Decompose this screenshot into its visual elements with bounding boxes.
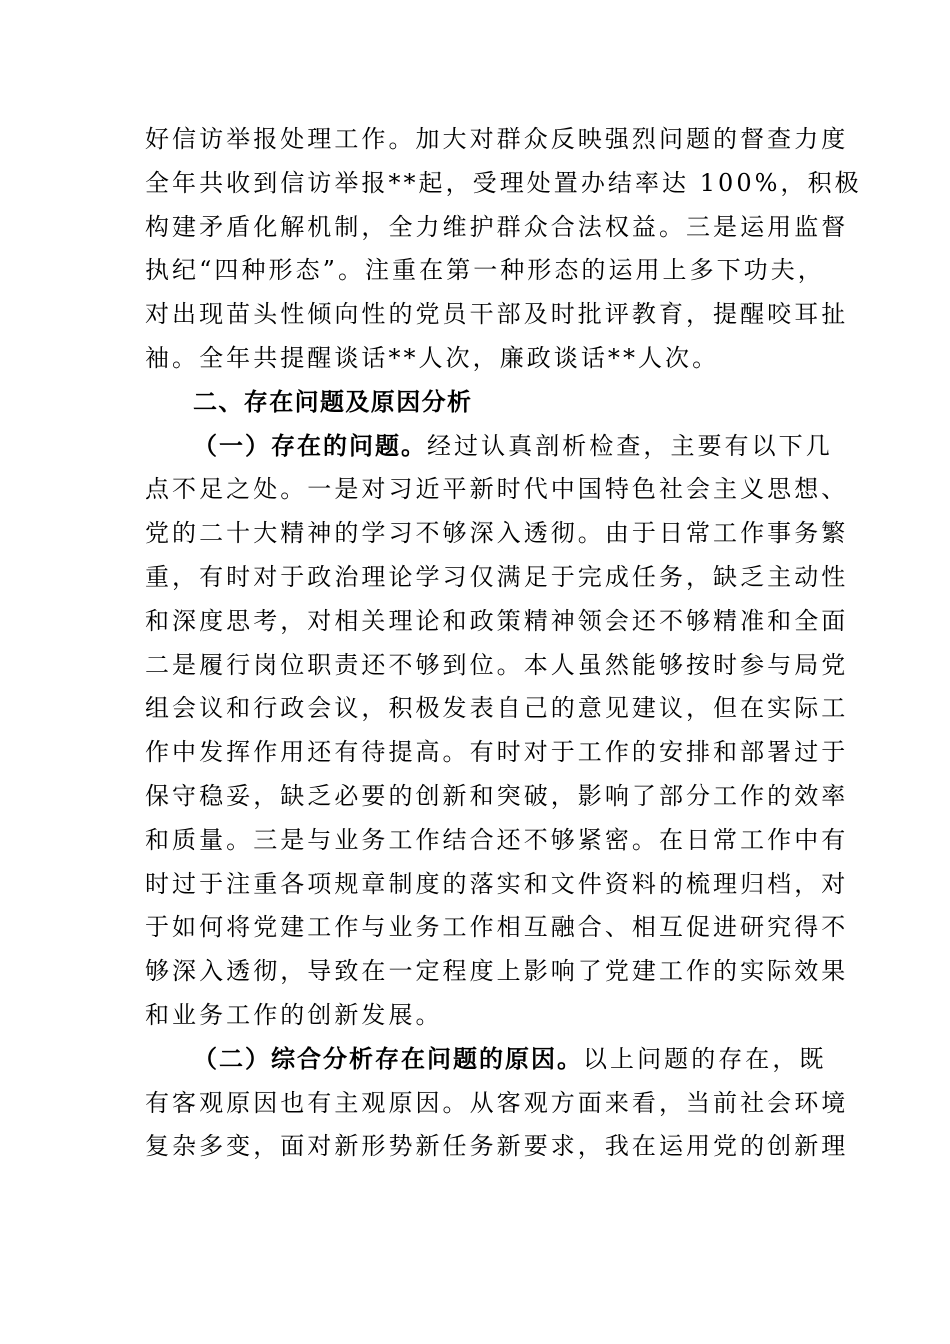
text-line: 点不足之处。一是对习近平新时代中国特色社会主义思想、 [145, 475, 849, 504]
text-line: 有客观原因也有主观原因。从客观方面来看，当前社会环境 [145, 1088, 849, 1117]
section-heading: 二、存在问题及原因分析 [193, 387, 473, 416]
text-line: 和质量。三是与业务工作结合还不够紧密。在日常工作中有 [145, 825, 849, 854]
text-line: 全年共收到信访举报**起，受理处置办结率达 100%，积极 [145, 168, 862, 197]
text-line: 作中发挥作用还有待提高。有时对于工作的安排和部署过于 [145, 738, 849, 767]
text-line: 重，有时对于政治理论学习仅满足于完成任务，缺乏主动性 [145, 562, 849, 591]
text-line: 时过于注重各项规章制度的落实和文件资料的梳理归档，对 [145, 869, 849, 898]
text-span: 以上问题的存在，既 [583, 1044, 827, 1073]
subsection-lead: （二）综合分析存在问题的原因。 [193, 1044, 583, 1073]
text-line: 够深入透彻，导致在一定程度上影响了党建工作的实际效果 [145, 957, 849, 986]
text-line: 和深度思考，对相关理论和政策精神领会还不够精准和全面 [145, 606, 849, 635]
text-line: 于如何将党建工作与业务工作相互融合、相互促进研究得不 [145, 913, 849, 942]
text-line: 执纪“四种形态”。注重在第一种形态的运用上多下功夫， [145, 256, 825, 285]
text-line: 二是履行岗位职责还不够到位。本人虽然能够按时参与局党 [145, 650, 849, 679]
text-line: 党的二十大精神的学习不够深入透彻。由于日常工作事务繁 [145, 519, 849, 548]
text-line: 和业务工作的创新发展。 [145, 1000, 443, 1029]
text-line: 复杂多变，面对新形势新任务新要求，我在运用党的创新理 [145, 1132, 849, 1161]
text-line: 好信访举报处理工作。加大对群众反映强烈问题的督查力度 [145, 125, 849, 153]
text-line: 对出现苗头性倾向性的党员干部及时批评教育，提醒咬耳扯 [145, 300, 849, 329]
document-body [145, 118, 862, 1169]
paragraph-first-line [145, 1038, 827, 1082]
subsection-lead: （一）存在的问题。 [193, 431, 427, 460]
text-line: 组会议和行政会议，积极发表自己的意见建议，但在实际工 [145, 694, 849, 723]
text-line: 构建矛盾化解机制，全力维护群众合法权益。三是运用监督 [145, 212, 849, 241]
text-line: 保守稳妥，缺乏必要的创新和突破，影响了部分工作的效率 [145, 781, 849, 810]
paragraph-first-line [145, 425, 833, 469]
text-line: 袖。全年共提醒谈话**人次，廉政谈话**人次。 [145, 343, 720, 372]
text-span: 经过认真剖析检查，主要有以下几 [427, 431, 833, 460]
